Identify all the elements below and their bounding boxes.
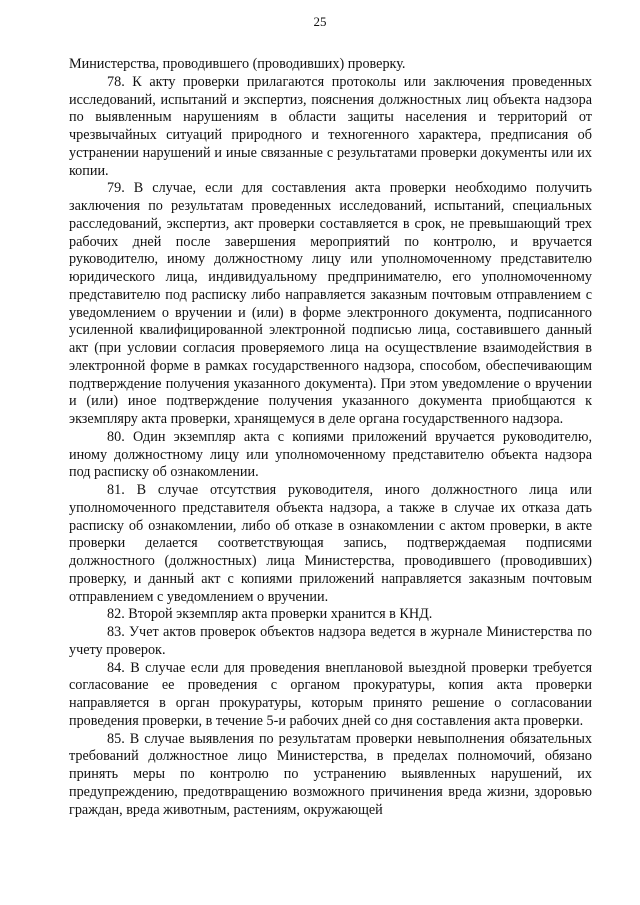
paragraph-83: 83. Учет актов проверок объектов надзора ведется в журнале Министерства по учету проверок. [69,624,592,658]
page-body [69,56,592,819]
paragraph-84: 84. В случае если для проведения внеплановой выездной проверки требуется согласование ее проведения с органом прокуратуры, копия акта проверки направляется в орган прокуратуры, которым принято решение о согласовании проведения проверки, в течение 5-и рабочих дней со дня составления акта проверки. [69,659,592,729]
paragraph-82: 82. Второй экземпляр акта проверки хранится в КНД. [107,606,433,623]
paragraph-78: 78. К акту проверки прилагаются протоколы или заключения проведенных исследований, испытаний и экспертиз, пояснения должностных лиц объекта надзора по выявленным нарушениям в области защиты населения и территорий от чрезвычайных ситуаций природного и техногенного характера, предписания об устранении нарушений и иные связанные с результатами проверки документы или их копии. [69,73,592,179]
paragraph-85: 85. В случае выявления по результатам проверки невыполнения обязательных требований должностное лицо Министерства, в пределах полномочий, обязано принять меры по контролю по устранению выявленных нарушений, их предупреждению, предотвращению возможного причинения вреда жизни, здоровью граждан, вреда животным, растениям, окружающей [69,730,592,818]
page-number: 25 [313,14,327,29]
paragraph-79: 79. В случае, если для составления акта проверки необходимо получить заключения по результатам проведенных исследований, испытаний, специальных расследований, экспертиз, акт проверки составляется в срок, не превышающий трех рабочих дней после завершения мероприятий по контролю, и вручается руководителю, иному должностному лицу или уполномоченному представителю юридического лица, индивидуальному предпринимателю, его уполномоченному представителю под расписку либо направляется заказным почтовым отправлением с уведомлением о вручении и (или) в форме электронного документа, подписанного усиленной квалифицированной электронной подписью лица, составившего данный акт (при условии согласия проверяемого лица на осуществление взаимодействия в электронной форме в рамках государственного надзора, способом, обеспечивающим подтверждение получения указанного документа). При этом уведомление о вручении и (или) иное подтверждение получения указанного документа приобщаются к экземпляру акта проверки, хранящемуся в деле органа государственного надзора. [69,180,592,427]
paragraph-80: 80. Один экземпляр акта с копиями приложений вручается руководителю, иному должностному лицу или уполномоченному представителю объекта надзора под расписку об ознакомлении. [69,428,592,481]
paragraph-continuation: Министерства, проводившего (проводивших) проверку. [69,56,406,72]
paragraph-81: 81. В случае отсутствия руководителя, иного должностного лица или уполномоченного представителя объекта надзора, а также в случае их отказа дать расписку об ознакомлении, либо об отказе в ознакомлении с актом проверки, в акте проверки делается соответствующая запись, подтверждаемая подписями должностного (должностных) лица Министерства, проводившего (проводивших) проверку, и данный акт с копиями приложений направляется заказным почтовым отправлением с уведомлением о вручении. [69,482,592,605]
